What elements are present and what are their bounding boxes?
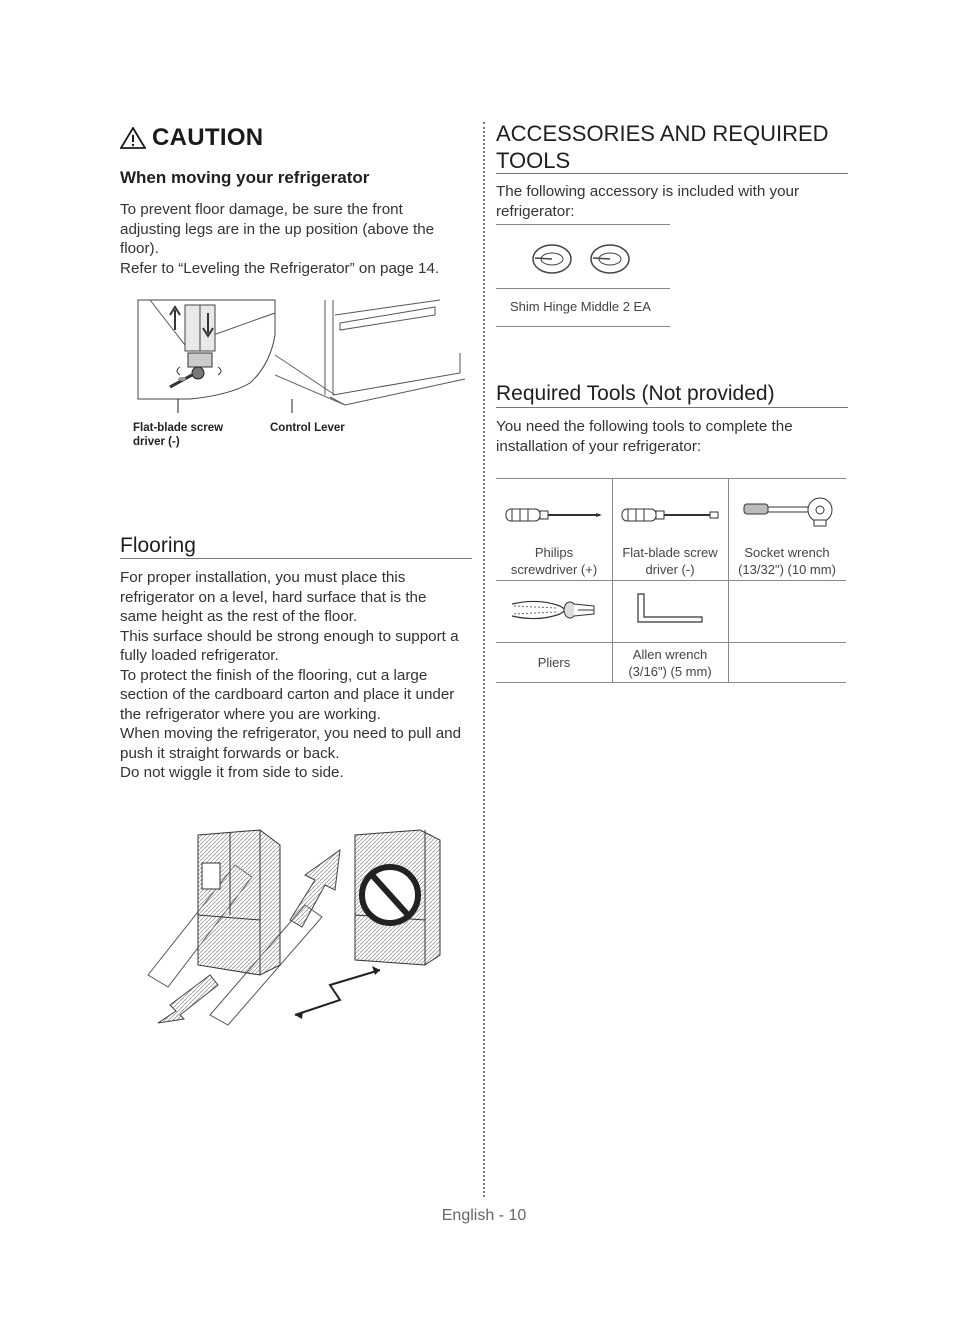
accessory-table-top bbox=[496, 224, 670, 225]
flooring-line: To protect the finish of the flooring, cut a large bbox=[120, 666, 428, 684]
accessory-table-bottom bbox=[496, 326, 670, 327]
caution-line: floor). bbox=[120, 240, 159, 257]
flooring-line: the refrigerator where you are working. bbox=[120, 705, 381, 723]
tool-label-line: Flat-blade screw bbox=[622, 545, 718, 560]
flooring-line: section of the cardboard carton and place it under bbox=[120, 686, 455, 703]
socket-wrench-icon bbox=[742, 496, 838, 528]
allen-wrench-icon bbox=[632, 590, 712, 630]
pliers-icon bbox=[508, 592, 598, 628]
caution-heading bbox=[120, 124, 263, 152]
flooring-line: For proper installation, you must place this bbox=[120, 569, 406, 586]
flooring-line: push it straight forwards or back. bbox=[120, 744, 340, 762]
tool-label-pliers: Pliers bbox=[537, 655, 571, 670]
accessories-intro-line: The following accessory is included with your bbox=[496, 183, 800, 200]
caution-line: adjusting legs are in the up position (above the bbox=[120, 220, 435, 238]
flooring-heading: Flooring bbox=[120, 534, 196, 557]
accessories-intro bbox=[496, 182, 799, 221]
flooring-line: Do not wiggle it from side to side. bbox=[120, 764, 344, 781]
phillips-screwdriver-icon bbox=[504, 505, 604, 525]
accessories-heading-line: TOOLS bbox=[496, 148, 571, 173]
flooring-rule bbox=[120, 558, 472, 559]
tools-table-divider bbox=[728, 478, 729, 682]
flooring-body bbox=[120, 568, 480, 783]
flooring-line: same height as the rest of the floor. bbox=[120, 608, 358, 625]
tool-label-line: Socket wrench bbox=[744, 545, 830, 560]
tool-label-line: Philips bbox=[534, 545, 574, 560]
required-tools-intro-line: installation of your refrigerator: bbox=[496, 437, 702, 455]
caution-subheading: When moving your refrigerator bbox=[120, 168, 370, 187]
accessories-heading bbox=[496, 120, 829, 174]
accessory-table-mid bbox=[496, 288, 670, 289]
caution-title: CAUTION bbox=[152, 124, 264, 151]
accessories-rule bbox=[496, 173, 848, 174]
tool-label-line: screwdriver (+) bbox=[510, 562, 598, 577]
caution-line: Refer to “Leveling the Refrigerator” on page 14. bbox=[120, 259, 440, 277]
tool-label-line: (3/16") (5 mm) bbox=[628, 664, 712, 679]
accessories-heading-line: ACCESSORIES AND REQUIRED bbox=[496, 121, 829, 146]
caution-line: To prevent floor damage, be sure the front bbox=[120, 201, 403, 218]
screwdriver-label bbox=[133, 421, 223, 449]
flooring-line: refrigerator on a level, hard surface that is the bbox=[120, 588, 427, 606]
flat-screwdriver-icon bbox=[620, 505, 720, 525]
column-divider bbox=[483, 122, 485, 1197]
required-tools-heading: Required Tools (Not provided) bbox=[496, 382, 775, 405]
page-footer: English - 10 bbox=[441, 1207, 527, 1224]
tool-label-phillips bbox=[496, 544, 612, 578]
required-tools-rule bbox=[496, 407, 848, 408]
caution-body bbox=[120, 200, 480, 278]
required-tools-intro bbox=[496, 417, 793, 456]
tool-label-line: Allen wrench bbox=[632, 647, 708, 662]
flooring-line: This surface should be strong enough to support a bbox=[120, 627, 459, 645]
tool-label-line: driver (-) bbox=[645, 562, 695, 577]
tools-table-line bbox=[496, 478, 846, 479]
screwdriver-label-line: driver (-) bbox=[133, 436, 180, 448]
flooring-line: fully loaded refrigerator. bbox=[120, 647, 279, 664]
tools-table-line bbox=[496, 682, 846, 683]
accessory-item: Shim Hinge Middle 2 EA bbox=[510, 299, 651, 314]
required-tools-intro-line: You need the following tools to complete the bbox=[496, 418, 793, 435]
tool-label-socket-wrench bbox=[728, 544, 846, 578]
tool-label-flat-blade bbox=[612, 544, 728, 578]
tools-table-line bbox=[496, 580, 846, 581]
adjusting-leg-illustration bbox=[130, 295, 470, 425]
warning-triangle-icon bbox=[120, 127, 146, 149]
shim-hinge-icon bbox=[530, 240, 640, 278]
tool-label-allen-wrench bbox=[612, 646, 728, 680]
screwdriver-label-line: Flat-blade screw bbox=[133, 422, 224, 434]
accessories-intro-line: refrigerator: bbox=[496, 202, 575, 220]
control-lever-label: Control Lever bbox=[270, 422, 345, 434]
moving-refrigerator-illustration bbox=[140, 825, 460, 1035]
tool-label-line: (13/32") (10 mm) bbox=[738, 562, 836, 577]
flooring-line: When moving the refrigerator, you need to pull and bbox=[120, 725, 462, 742]
tools-table-line bbox=[496, 642, 846, 643]
